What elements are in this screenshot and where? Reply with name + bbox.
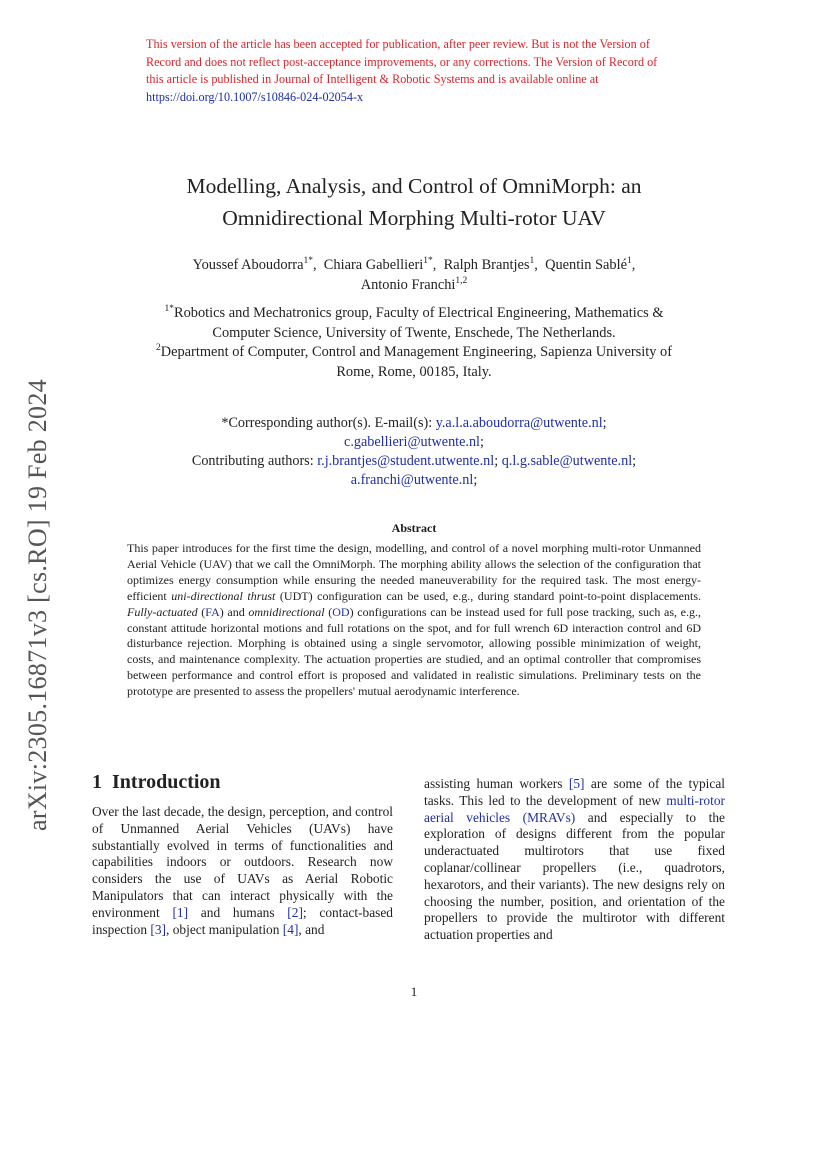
email-link[interactable]: r.j.brantjes@student.utwente.nl	[317, 453, 495, 469]
citation-link[interactable]: [4]	[282, 921, 299, 937]
body-text: and humans	[188, 904, 288, 920]
abstract-part: and	[223, 604, 249, 619]
title-line-2: Omnidirectional Morphing Multi-rotor UAV	[222, 206, 606, 230]
publication-notice	[146, 36, 670, 106]
section-heading	[92, 770, 393, 794]
arxiv-id: arXiv:2305.16871v3 [cs.RO] 19 Feb 2024	[23, 379, 52, 831]
body-text: are some of the typical tasks. This led to the development of new	[424, 776, 725, 808]
doi-link[interactable]: https://doi.org/10.1007/s10846-024-02054-x	[146, 89, 364, 104]
author-name: Youssef Aboudorra	[192, 257, 304, 273]
contributing-label: Contributing authors:	[191, 453, 318, 469]
affiliation-2-cont: Rome, Rome, 00185, Italy.	[336, 363, 492, 380]
abstract-part: This paper introduces for the first time the design, modelling, and control of a novel morphing multi-rotor Unmanned Aerial Vehicle (UAV) that we call the OmniMorph. The morphing ability allows the selection of the configuration that optimizes energy consumption while ensuring the needed maneuverability for the required task. The most energy-efficient	[127, 541, 701, 603]
citation-link[interactable]: [3]	[150, 921, 167, 937]
title-line-1: Modelling, Analysis, and Control of OmniMorph: an	[186, 174, 642, 198]
abstract-text: This paper introduces for the first time the design, modelling, and control of a novel morphing multi-rotor Unmanned Aerial Vehicle (UAV) that we call the OmniMorph. The morphing ability allows the selection of the configuration that optimizes energy consumption while ensuring the needed maneuverability for the required task. The most energy-efficient uni-directional thrust (UDT) configuration can be used, e.g., during standard point-to-point displacements. Fully-actuated (FA) and omnidirectional (OD) configurations can be instead used for full pose tracking, such as, e.g., constant attitude horizontal motions and full rotations on the spot, and for full wrench 6D interaction control and 6D disturbance rejection. Morphing is obtained using a single servomotor, allowing possible minimization of weight, costs, and maintenance complexity. The actuation properties are studied, and an optimal controller that compromises between performance and control effort is proposed and validated in realistic simulations. Preliminary tests on the prototype are presented to assess the propellers' mutual aerodynamic interference.	[127, 541, 702, 699]
citation-link[interactable]: [5]	[568, 776, 585, 791]
affiliation-1: Robotics and Mechatronics group, Faculty of Electrical Engineering, Mathematics &	[173, 305, 664, 321]
citation-link[interactable]: [1]	[172, 904, 189, 920]
affil-mark: 2	[155, 343, 161, 354]
author-name: Antonio Franchi	[360, 277, 456, 293]
notice-text: This version of the article has been accepted for publication, after peer review. But is not the Version of Record and does not reflect post-acceptance improvements, or any corrections. The Version of Record of this article is published in Journal of Intelligent & Robotic Systems and is available online at	[146, 37, 658, 86]
citation-link[interactable]: [2]	[287, 904, 303, 920]
abbr-fa-link[interactable]: FA	[205, 604, 220, 619]
email-link[interactable]: c.gabellieri@utwente.nl	[344, 434, 481, 450]
email-link[interactable]: q.l.g.sable@utwente.nl	[501, 453, 633, 469]
term-od: omnidirectional	[248, 604, 325, 619]
abbr-udt: (UDT)	[275, 588, 313, 603]
page-number: 1	[410, 984, 418, 999]
body-text: ; contact-based inspection	[92, 904, 393, 937]
author-name: Ralph Brantjes	[443, 257, 530, 273]
correspondence-block: *Corresponding author(s). E-mail(s): y.a.l.a.aboudorra@utwente.nl; c.gabellieri@utwente.nl; Contributing authors: r.j.brantjes@student.utwente.nl; q.l.g.sable@utwente.nl; a.franchi@utwente.nl;	[191, 415, 637, 488]
affiliation-1-cont: Computer Science, University of Twente, Enschede, The Netherlands.	[212, 324, 616, 341]
affiliation-2: Department of Computer, Control and Management Engineering, Sapienza University of	[160, 344, 673, 360]
author-affil-mark: 1	[529, 256, 535, 267]
intro-paragraph	[92, 804, 393, 938]
glossary-link[interactable]: multi-rotor aerial vehicles (MRAVs)	[424, 792, 725, 825]
body-text: assisting human workers	[424, 776, 569, 791]
left-column	[92, 770, 393, 938]
corresponding-label: *Corresponding author(s). E-mail(s):	[221, 415, 436, 431]
body-text: , object manipulation	[166, 921, 283, 937]
abstract-part: configuration can be used, e.g., during standard point-to-point displacements.	[312, 588, 701, 603]
body-text: and especially to the exploration of designs different from the popular underactuated multirotors that use fixed coplanar/collinear propellers (i.e., quadrotors, hexarotors, and their variants). The new designs rely on choosing the number, position, and orientation of the propellers to provide the multirotor with different actuation properties and	[424, 809, 725, 943]
email-link[interactable]: y.a.l.a.aboudorra@utwente.nl	[435, 415, 603, 431]
author-affil-mark: 1*	[303, 256, 313, 267]
abbr-od-link[interactable]: OD	[332, 604, 350, 619]
author-name: Chiara Gabellieri	[323, 257, 424, 273]
author-list: Youssef Aboudorra$^{1*}$, Chiara Gabellieri$^{1*}$, Ralph Brantjes$^1$, Quentin Sablé$^1$, Antonio Franchi$^{1,2}$	[192, 256, 636, 293]
term-udt: uni-directional thrust	[171, 588, 276, 603]
right-column	[424, 776, 725, 944]
email-link[interactable]: a.franchi@utwente.nl	[350, 472, 474, 488]
intro-paragraph-cont	[424, 776, 725, 944]
paper-title	[100, 170, 728, 234]
term-fa: Fully-actuated	[127, 604, 198, 619]
author-affil-mark: 1,2	[455, 276, 468, 287]
author-affil-mark: 1	[627, 256, 632, 267]
body-text: , and	[298, 921, 325, 937]
author-affil-mark: 1*	[423, 256, 433, 267]
section-title: Introduction	[112, 771, 221, 793]
section-number: 1	[92, 771, 102, 793]
author-name: Quentin Sablé	[545, 257, 628, 273]
abstract-heading: Abstract	[391, 521, 437, 535]
affiliations	[90, 304, 738, 382]
body-text: Over the last decade, the design, perception, and control of Unmanned Aerial Vehicles (UAVs) have substantially evolved in terms of functionalities and capabilities indoors or outdoors. Research now considers the use of UAVs as Aerial Robotic Manipulators that can interact physically with the environment	[92, 804, 393, 920]
abstract-part: configurations can be instead used for full pose tracking, such as, e.g., constant attitude horizontal motions and full rotations on the spot, and for full wrench 6D interaction control and 6D disturbance rejection. Morphing is obtained using a single servomotor, allowing possible minimization of weight, costs, and maintenance complexity. The actuation properties are studied, and an optimal controller that compromises between performance and control effort is proposed and validated in realistic simulations. Preliminary tests on the prototype are presented to assess the propellers' mutual aerodynamic interference.	[127, 604, 702, 699]
affil-mark: 1*	[164, 304, 174, 315]
